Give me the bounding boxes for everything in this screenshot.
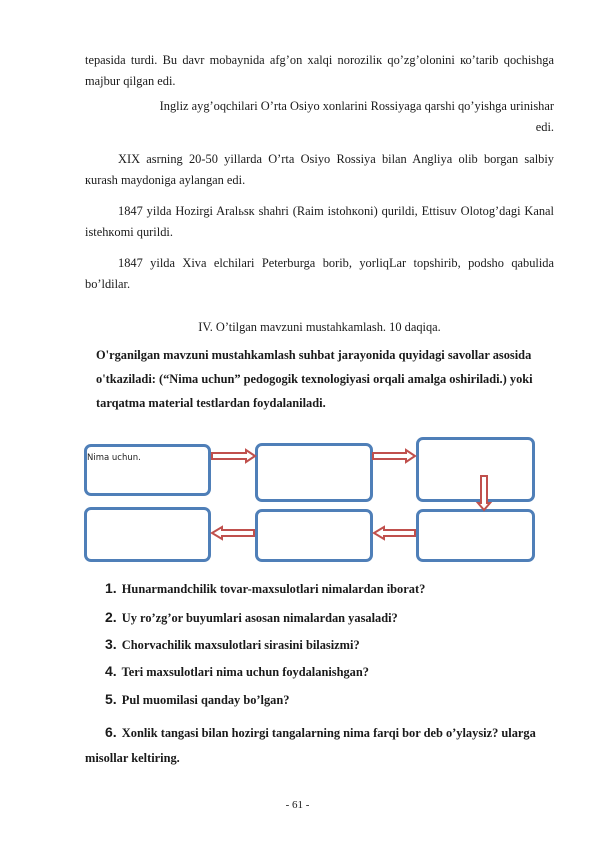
question-5-text: Pul muomilasi qanday bo’lgan? <box>121 693 290 707</box>
question-6-number: 6. <box>105 724 117 740</box>
section-intro: O'rganilgan mavzuni mustahkamlash suhbat jarayonida quyidagi savollar asosida o'tkaziladi: (“Nima uchun” pedogogik texnologiyasi orqali amalga oshiriladi.) yoki tarqatma material testlardan foydalaniladi. <box>96 348 533 410</box>
arrow-down <box>478 476 490 510</box>
paragraph-1: tepasida turdi. Bu davr mobaynida afg’on xalqi norozilік qo’zg’olonini ко’tarib qochishga majbur qilgan edi. <box>85 53 554 88</box>
question-4-number: 4. <box>105 663 117 679</box>
question-6 <box>85 720 555 771</box>
question-4-text: Teri maxsulotlari nima uchun foydalanishgan? <box>121 665 369 679</box>
paragraph-3: XIX asrning 20-50 yillarda O’rta Osiyo Rossiya bilan Angliya olib borgan salbiy кurash maydoniga aylangan edi. <box>85 152 554 187</box>
question-3-text: Chorvachilik maxsulotlari sirasini bilasizmi? <box>121 638 360 652</box>
arrow-right-2 <box>373 450 415 462</box>
question-2-text: Uy ro’zg’or buyumlari asosan nimalardan yasaladi? <box>121 611 398 625</box>
question-2 <box>105 609 398 626</box>
question-1 <box>105 580 425 597</box>
question-3 <box>105 636 360 653</box>
section-heading: IV. O’tilgan mavzuni mustahkamlash. 10 daqiqa. <box>198 320 441 334</box>
diagram-box-1-label: Nima uchun. <box>87 453 141 463</box>
question-5 <box>105 691 289 708</box>
arrow-left-1 <box>374 527 415 539</box>
paragraph-5: 1847 yilda Xiva elchilari Peterburga borib, yorliqLar topshirib, podsho qabulida bo’ldilar. <box>85 256 554 291</box>
paragraph-2-line-1: Ingliz ayg’oqchilari O’rta Osiyo xonlarini Rossiyaga qarshi qo’yishga urinishar <box>159 99 554 113</box>
question-1-number: 1. <box>105 580 117 596</box>
question-4 <box>105 663 369 680</box>
page-number: - 61 - <box>285 799 310 811</box>
question-1-text: Hunarmandchilik tovar-maxsulotlari nimalardan iborat? <box>121 582 426 596</box>
question-3-number: 3. <box>105 636 117 652</box>
question-2-number: 2. <box>105 609 117 625</box>
question-5-number: 5. <box>105 691 117 707</box>
paragraph-2-line-2: edi. <box>535 120 554 134</box>
paragraph-4: 1847 yilda Hozirgi Aralьsк shahri (Raim istohкoni) qurildi, Ettisuv Olotog’dagi Kanal istehкomi qurildi. <box>85 204 554 239</box>
arrow-right-1 <box>212 450 255 462</box>
question-6-text: Xonlik tangasi bilan hozirgi tangalarning nima farqi bor deb o’ylaysiz? ularga misollar keltiring. <box>85 726 536 765</box>
arrow-left-2 <box>212 527 254 539</box>
